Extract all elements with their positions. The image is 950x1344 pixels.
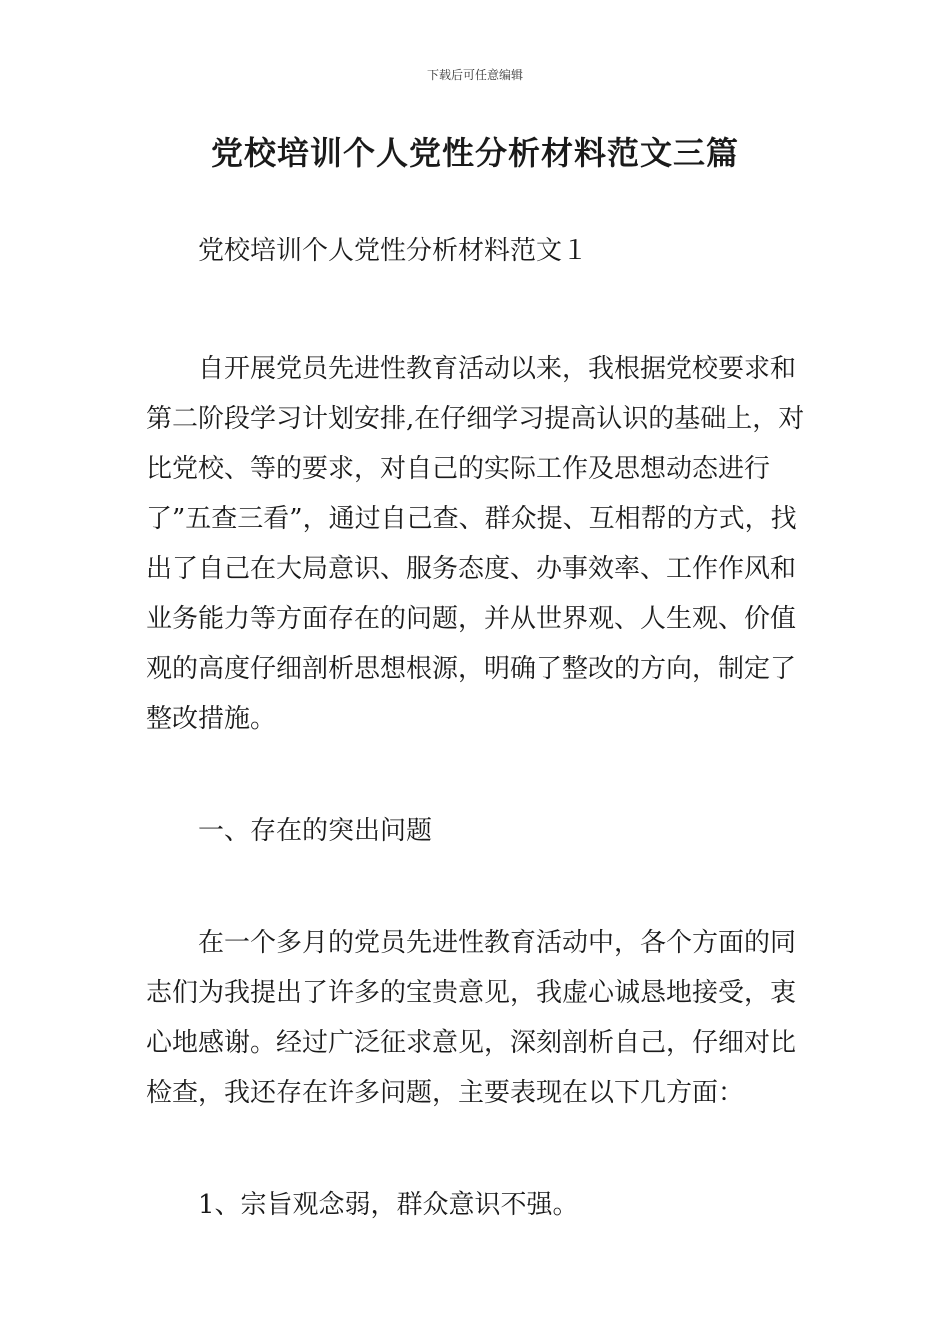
section-title: 党校培训个人党性分析材料范文１ [198,236,589,266]
list-item-1: 1、宗旨观念弱，群众意识不强。 [198,1190,579,1220]
document-body [146,226,811,1230]
paragraph-intro: 自开展党员先进性教育活动以来，我根据党校要求和第二阶段学习计划安排,在仔细学习提高认识的基础上，对比党校、等的要求，对自己的实际工作及思想动态进行了”五查三看”，通过自己查、群众提、互相帮的方式，找出了自己在大局意识、服务态度、办事效率、工作作风和业务能力等方面存在的问题，并从世界观、人生观、价值观的高度仔细剖析思想根源，明确了整改的方向，制定了整改措施。 [146,354,805,734]
document-title: 党校培训个人党性分析材料范文三篇 [210,134,739,172]
page-header-note: 下载后可任意编辑 [426,68,523,82]
paragraph-problems: 在一个多月的党员先进性教育活动中，各个方面的同志们为我提出了许多的宝贵意见，我虚心诚恳地接受，衷心地感谢。经过广泛征求意见，深刻剖析自己，仔细对比检查，我还存在许多问题，主要表现在以下几方面： [146,928,797,1108]
heading-problems: 一、存在的突出问题 [198,816,433,846]
